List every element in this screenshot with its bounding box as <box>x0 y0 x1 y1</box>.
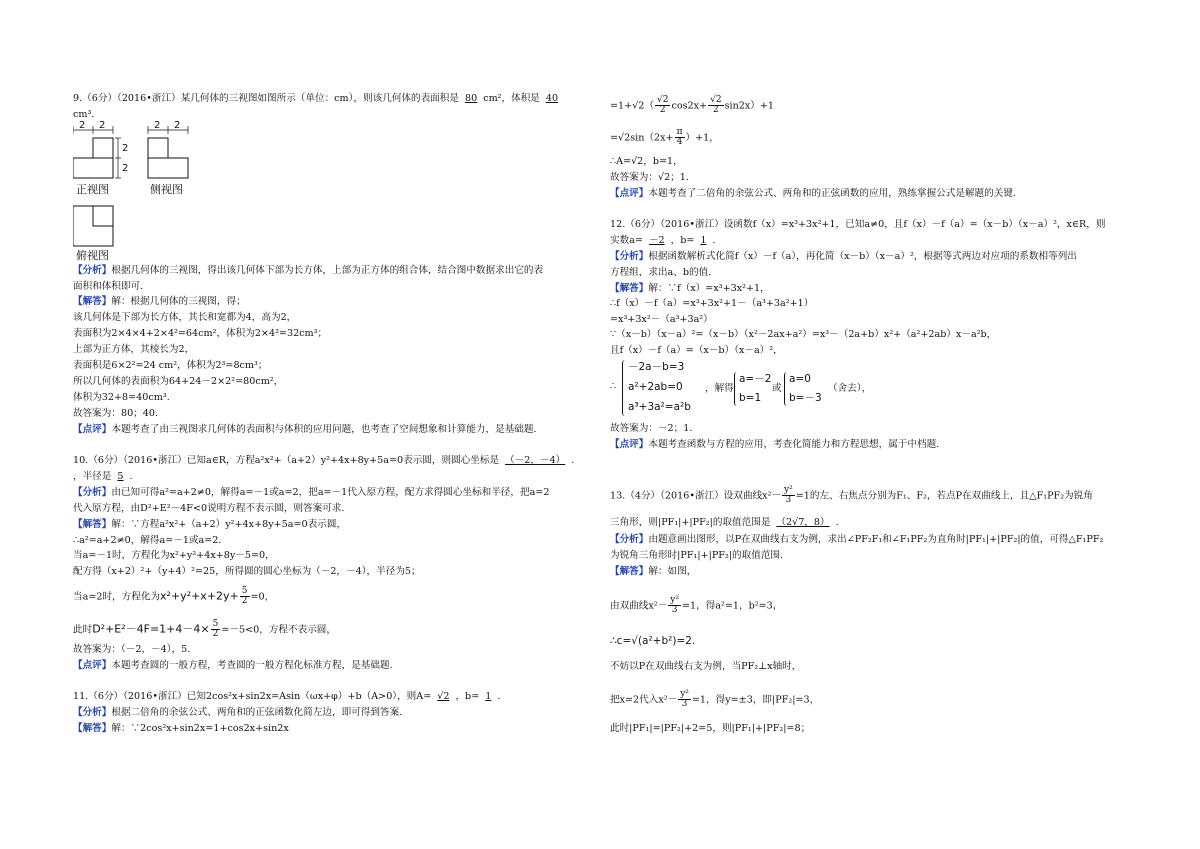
q10-radius-label: ，半径是 <box>73 471 112 482</box>
side-view-top <box>148 138 168 158</box>
frac-num: √2 <box>657 95 669 105</box>
q9-sol-line: 所以几何体的表面积为64+24－2×2²=80cm²， <box>73 376 284 387</box>
solution-tag: 【解答】 <box>610 283 649 294</box>
front-view-base <box>73 158 113 178</box>
q12-or: 或 <box>772 383 782 394</box>
frac-num: 5 <box>241 586 248 596</box>
solution-a: b=1 <box>739 392 762 404</box>
q9-unit: cm³. <box>73 109 95 120</box>
q9-statement <box>73 94 564 104</box>
eq-part: 13.（4分）（2016•浙江）设双曲线x²－ <box>610 490 782 502</box>
frac-den: 2 <box>241 596 248 607</box>
q11-mid: ，b= <box>455 691 480 702</box>
frac-den: 3 <box>671 605 678 616</box>
q10-answer-center: （－2，－4） <box>505 455 566 466</box>
solution-brace <box>734 372 737 406</box>
eq-part: =√2sin（2x+ <box>610 132 674 144</box>
q12-analysis-line2: 方程组，求出a、b的值. <box>610 267 712 278</box>
q12-sol-line: 且f（x）－f（a）=（x－b）（x－a）²， <box>610 345 783 356</box>
q11-answer-b: 1 <box>485 691 492 702</box>
dim-label-3: 2 <box>122 143 129 154</box>
q13-sol-line <box>610 690 819 710</box>
q12-statement: 12.（6分）（2016•浙江）设函数f（x）=x³+3x²+1，已知a≠0，且f（x）－f（a）=（x－b）（x－a）²，x∈R，则 <box>610 219 1106 230</box>
q12-comment-text: 本题考查函数与方程的应用，考查化简能力和方程思想，属于中档题. <box>648 439 940 450</box>
q10-analysis <box>73 488 549 498</box>
comment-tag: 【点评】 <box>610 439 649 450</box>
q11-analysis <box>73 708 402 718</box>
fraction <box>668 596 681 616</box>
q12-answer-b: 1 <box>700 235 707 246</box>
frac-num: y² <box>680 689 689 699</box>
system-eq: －2a－b=3 <box>628 361 685 373</box>
front-view-top <box>93 138 113 158</box>
q9-analysis-text: 根据几何体的三视图，得出该几何体下部为长方体，上部为正方体的组合体，结合图中数据求出它的表 <box>111 265 544 276</box>
q12-statement-line2 <box>610 236 716 246</box>
frac-den: 2 <box>212 629 219 640</box>
fraction <box>678 690 691 710</box>
q9-comment <box>73 425 537 435</box>
q10-comment-text: 本题考查圆的一般方程，考查圆的一般方程化标准方程，是基础题. <box>111 660 393 671</box>
q13-statement <box>610 486 1093 506</box>
front-view-caption: 正视图 <box>76 183 109 196</box>
q12-system-prefix: ∴ <box>610 381 617 392</box>
q10-eq1-body: x²+y²+x+2y+ <box>160 589 239 603</box>
eq-part: 由双曲线x²－ <box>610 600 668 612</box>
q13-sol-line: 此时|PF₁|=|PF₂|+2=5，则|PF₁|+|PF₂|=8； <box>610 723 811 734</box>
q12-discard: （舍去）， <box>828 383 872 394</box>
q9-sol-line: 该几何体是下部为长方体，其长和宽都为4，高为2， <box>73 312 297 323</box>
system-eq: a³+3a²=a²b <box>628 401 691 413</box>
q9-analysis-line2: 面积和体积即可. <box>73 281 144 292</box>
q10-answer-radius: 5 <box>117 471 124 482</box>
q9-sol-line: 上部为正方体，其棱长为2， <box>73 344 195 355</box>
q10-sol-line: ∴a²=a+2≠0，解得a=－1或a=2. <box>73 535 222 546</box>
analysis-tag: 【分析】 <box>610 534 649 545</box>
q10-final: 故答案为：（－2，－4），5. <box>73 644 191 655</box>
q11-cont-line4: 故答案为：√2；1. <box>610 172 689 183</box>
q12-analysis-text: 根据函数解析式化简f（x）－f（a），再化简（x－b）（x－a）²，根据等式两边对应项的系数相等列出 <box>648 251 1077 262</box>
side-view-base <box>148 158 188 178</box>
q10-period: . <box>129 471 133 482</box>
eq-part: 把x=2代入x²－ <box>610 694 678 706</box>
q11-cont-line2 <box>610 128 719 148</box>
fraction <box>782 486 795 506</box>
frac-den: 4 <box>676 137 683 148</box>
q11-solution <box>73 724 289 734</box>
frac-den: 3 <box>681 699 688 710</box>
frac-num: y² <box>784 485 793 495</box>
comment-tag: 【点评】 <box>73 424 112 435</box>
q12-final: 故答案为：－2；1. <box>610 423 693 434</box>
q12-sol-line: ∵（x－b）（x－a）²=（x－b）（x²－2ax+a²）=x³－（2a+b）x²+（a²+2ab）x－a²b， <box>610 329 997 340</box>
q9-analysis <box>73 266 543 276</box>
solution-tag: 【解答】 <box>610 566 649 577</box>
dim-label-4: 2 <box>122 163 129 174</box>
q11-statement <box>73 692 500 702</box>
q10-eq2-pre: 此时 <box>73 624 93 636</box>
q9-sol-line: 故答案为：80；40. <box>73 408 159 419</box>
q9-answer-area: 80 <box>464 93 478 104</box>
q13-range-label: 三角形，则|PF₁|+|PF₂|的取值范围是 <box>610 517 771 528</box>
q11-comment <box>610 189 1016 199</box>
eq-part: ）+1， <box>685 132 719 144</box>
q13-sol-line: ∴c=√(a²+b²)=2. <box>610 635 696 647</box>
q10-sol-line: 当a=－1时，方程化为x²+y²+4x+8y－5=0， <box>73 550 275 561</box>
q10-eq2-post: =－5<0，方程不表示圆， <box>221 624 336 636</box>
solution-tag: 【解答】 <box>73 296 112 307</box>
frac-num: y² <box>670 595 679 605</box>
fraction <box>675 128 685 148</box>
q11-comment-text: 本题考查了二倍角的余弦公式、两角和的正弦函数的应用，熟练掌握公式是解题的关键. <box>648 188 1016 199</box>
solution-brace <box>784 372 787 406</box>
q9-solution <box>73 297 246 307</box>
comment-tag: 【点评】 <box>610 188 649 199</box>
q9-sol-line: 体积为32+8=40cm³. <box>73 392 170 403</box>
fraction <box>211 620 221 640</box>
q10-comment <box>73 661 393 671</box>
q13-answer: （2√7，8） <box>776 517 830 528</box>
eq-part: =1+ <box>610 100 633 112</box>
q11-cont-line3: ∴A=√2，b=1， <box>610 156 683 167</box>
q13-period: . <box>835 517 839 528</box>
q13-sol-line: 解：如图， <box>648 566 697 577</box>
solution-a: a=－2 <box>739 373 772 385</box>
dim-label-6: 2 <box>174 120 181 131</box>
q13-solution <box>610 567 696 577</box>
fraction <box>240 587 250 607</box>
q12-analysis <box>610 252 1077 262</box>
eq-part: cos2x+ <box>671 100 708 112</box>
q11-cont-line1 <box>610 96 774 116</box>
q12-period: . <box>712 235 716 246</box>
q13-sol-line: 不妨以P在双曲线右支为例，当PF₂⊥x轴时， <box>610 661 802 672</box>
q9-head: 9.（6分）（2016•浙江）某几何体的三视图如图所示（单位：cm），则该几何体的表面积是 <box>73 93 459 104</box>
q11-analysis-text: 根据二倍角的余弦公式、两角和的正弦函数化简左边，即可得到答案. <box>111 707 403 718</box>
frac-num: √2 <box>710 95 722 105</box>
q13-sol-line <box>610 596 782 616</box>
q11-head: 11.（6分）（2016•浙江）已知2cos²x+sin2x=Asin（ωx+φ）+b（A>0），则A= <box>73 691 432 702</box>
q12-answer-a: －2 <box>648 235 665 246</box>
eq-part: =1，得a²=1，b²=3， <box>681 600 783 612</box>
side-view-caption: 侧视图 <box>150 183 183 196</box>
dim-label-1: 2 <box>79 120 86 131</box>
q10-sol-line: 解：∵方程a²x²+（a+2）y²+4x+8y+5a=0表示圆， <box>111 519 347 530</box>
three-view-diagram <box>73 120 213 260</box>
q11-sol-text: 解：∵2cos²x+sin2x=1+cos2x+sin2x <box>111 723 289 734</box>
q13-analysis <box>610 535 1103 545</box>
q10-solution <box>73 520 346 530</box>
q10-sol-line: 配方得（x+2）²+（y+4）²=25，所得圆的圆心坐标为（－2，－4），半径为5； <box>73 566 421 577</box>
solution-tag: 【解答】 <box>73 519 112 530</box>
q10-analysis-text: 由已知可得a²=a+2≠0，解得a=－1或a=2，把a=－1代入原方程，配方求得圆心坐标和半径，把a=2 <box>111 487 550 498</box>
q10-eq2 <box>73 620 336 640</box>
q10-statement: 10.（6分）（2016•浙江）已知a∈R，方程a²x²+（a+2）y²+4x+8y+5a=0表示圆，则圆心坐标是 （－2，－4） . <box>73 455 575 466</box>
dim-label-5: 2 <box>154 120 161 131</box>
fraction <box>708 96 723 116</box>
frac-den: 2 <box>712 105 719 116</box>
top-view-caption: 俯视图 <box>76 249 109 262</box>
q9-comment-text: 本题考查了由三视图求几何体的表面积与体积的应用问题，也考查了空间想象和计算能力，是基础题. <box>111 424 537 435</box>
q12-sol-line: 解：∵f（x）=x³+3x²+1， <box>648 283 770 294</box>
q12-sol-line: ∴f（x）－f（a）=x³+3x²+1－（a³+3a²+1） <box>610 298 814 309</box>
q9-sol-line: 解：根据几何体的三视图，得； <box>111 296 246 307</box>
q10-eq1-post: =0， <box>250 591 275 603</box>
frac-num: π <box>676 127 683 137</box>
q12-sol-line: =x³+3x²－（a³+3a²） <box>610 314 713 325</box>
q13-analysis-text: 由题意画出图形，以P在双曲线右支为例，求出∠PF₂F₁和∠F₁PF₂为直角时|PF₁|+|PF₂|的值，可得△F₁PF₂ <box>648 534 1104 545</box>
solution-tag: 【解答】 <box>73 723 112 734</box>
frac-den: 2 <box>659 105 666 116</box>
q9-mid: cm²，体积是 <box>483 93 540 104</box>
q10-statement-line2 <box>73 472 133 482</box>
q12-solution <box>610 284 770 294</box>
analysis-tag: 【分析】 <box>73 265 112 276</box>
fraction <box>655 96 670 116</box>
q10-head: 10.（6分）（2016•浙江）已知a∈R，方程a²x²+（a+2）y²+4x+8y+5a=0表示圆，则圆心坐标是 <box>73 455 500 466</box>
q11-tail: . <box>497 691 501 702</box>
q11-answer-A: √2 <box>437 691 450 702</box>
frac-den: 3 <box>785 495 792 506</box>
dim-label-2: 2 <box>99 120 106 131</box>
q10-analysis-line2: 代入原方程，由D²+E²－4F<0说明方程不表示圆，则答案可求. <box>73 503 345 514</box>
q10-eq1 <box>73 587 274 607</box>
comment-tag: 【点评】 <box>73 660 112 671</box>
q9-sol-line: 表面积为2×4×4+2×4²=64cm²，体积为2×4²=32cm³； <box>73 328 328 339</box>
top-view-inner <box>93 206 113 226</box>
q9-sol-line: 表面积是6×2²=24 cm²，体积为2³=8cm³； <box>73 360 268 371</box>
eq-part: sin2x）+1 <box>724 100 774 112</box>
q12-comment <box>610 440 939 450</box>
system-brace <box>622 360 625 416</box>
q9-answer-volume: 40 <box>545 93 559 104</box>
q10-eq2-body: D²+E²－4F=1+4－4× <box>92 622 210 636</box>
eq-part: =1的左、右焦点分别为F₁、F₂，若点P在双曲线上，且△F₁PF₂为锐角 <box>795 490 1093 502</box>
system-eq: a²+2ab=0 <box>628 381 683 393</box>
analysis-tag: 【分析】 <box>610 251 649 262</box>
eq-part: √2（ <box>632 100 654 112</box>
q12-a-label: 实数a= <box>610 235 643 246</box>
q12-solve-label: ，解得 <box>705 383 734 394</box>
frac-num: 5 <box>212 619 219 629</box>
analysis-tag: 【分析】 <box>73 707 112 718</box>
q13-statement-line2 <box>610 518 839 528</box>
solution-b: b=－3 <box>789 392 822 404</box>
eq-part: =1，得y=±3，即|PF₂|=3， <box>691 694 820 706</box>
solution-b: a=0 <box>789 373 811 385</box>
q12-b-label: ，b= <box>670 235 695 246</box>
q13-analysis-line2: 为锐角三角形时|PF₁|+|PF₂|的取值范围. <box>610 550 784 561</box>
q10-eq1-pre: 当a=2时，方程化为 <box>73 591 161 603</box>
analysis-tag: 【分析】 <box>73 487 112 498</box>
